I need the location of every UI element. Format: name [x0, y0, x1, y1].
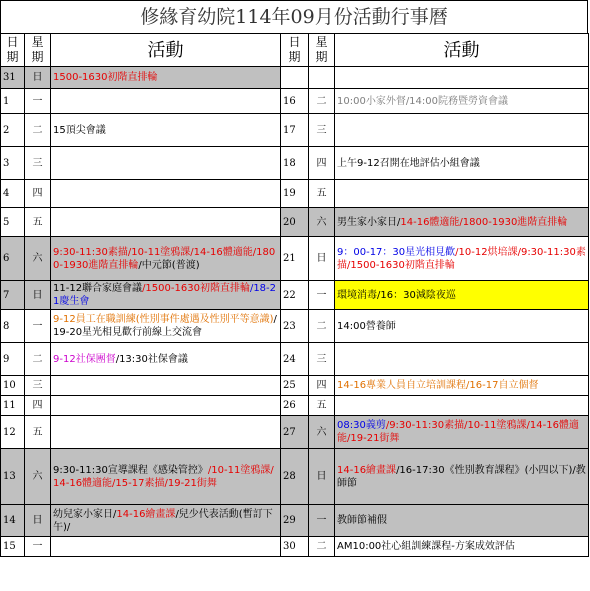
activity-segment: /10-12烘培課/9:30-11:30素描/1500-1630初階直排輪	[337, 246, 586, 271]
day-number: 17	[281, 114, 309, 147]
weekday: 一	[25, 537, 51, 557]
activity-cell	[51, 67, 281, 89]
day-number: 25	[281, 376, 309, 396]
weekday: 日	[25, 281, 51, 310]
activity-segment: 9:30-11:30素描/10-11塗鴉課/14-16體適能/1800-1930進階直排輪	[53, 246, 276, 271]
header-day: 日 期	[281, 34, 309, 67]
weekday: 三	[25, 376, 51, 396]
activity-cell	[51, 180, 281, 208]
activity-segment: /19-20星光相見歡行前線上交流會	[53, 314, 277, 338]
day-number: 20	[281, 208, 309, 237]
weekday: 日	[309, 237, 335, 281]
activity-segment: /1500-1630初階直排輪	[142, 283, 250, 294]
activity-cell	[51, 449, 281, 505]
weekday: 五	[25, 208, 51, 237]
calendar-table	[0, 33, 589, 557]
activity-cell	[335, 310, 589, 343]
activity-cell	[335, 237, 589, 281]
day-number: 22	[281, 281, 309, 310]
day-number: 11	[1, 396, 25, 416]
day-number: 21	[281, 237, 309, 281]
calendar-title: 修緣育幼院114年09月份活動行事曆	[0, 0, 588, 33]
weekday: 六	[25, 237, 51, 281]
day-number: 16	[281, 89, 309, 114]
calendar-row	[1, 114, 589, 147]
calendar-row	[1, 237, 589, 281]
weekday: 四	[25, 180, 51, 208]
activity-segment: 14-16繪畫課	[337, 464, 397, 476]
calendar-row	[1, 449, 589, 505]
activity-segment: 14-16繪畫課	[116, 508, 176, 520]
weekday: 四	[309, 376, 335, 396]
activity-segment: /中元節(普渡)	[138, 259, 200, 271]
calendar-row	[1, 208, 589, 237]
activity-cell	[335, 208, 589, 237]
activity-segment: /兒少代表活動(暫訂下午)/	[53, 508, 273, 533]
activity-segment: 環境消毒/16：30減陰夜巡	[337, 289, 456, 301]
activity-cell	[335, 505, 589, 537]
weekday: 三	[309, 343, 335, 376]
day-number: 10	[1, 376, 25, 396]
calendar-row	[1, 147, 589, 180]
day-number: 12	[1, 416, 25, 449]
activity-cell	[51, 281, 281, 310]
weekday: 四	[25, 396, 51, 416]
weekday: 六	[309, 416, 335, 449]
day-number: 27	[281, 416, 309, 449]
day-number: 7	[1, 281, 25, 310]
activity-segment: 14-16專業人員自立培訓課程/16-17自立個督	[337, 380, 539, 391]
weekday: 一	[309, 281, 335, 310]
activity-cell	[51, 89, 281, 114]
activity-segment: /9:30-11:30素描/10-11塗鴉課/14-16體適能/19-21街舞	[337, 420, 579, 444]
weekday: 二	[309, 89, 335, 114]
weekday: 五	[309, 396, 335, 416]
activity-cell	[51, 114, 281, 147]
weekday: 一	[25, 89, 51, 114]
activity-segment: /16-17:30《性別教育課程》(小四以下)/教師節	[337, 464, 586, 489]
header-activity: 活動	[51, 34, 281, 67]
activity-cell	[51, 208, 281, 237]
activity-cell	[335, 537, 589, 557]
weekday: 日	[25, 67, 51, 89]
calendar-row	[1, 376, 589, 396]
activity-cell	[335, 114, 589, 147]
activity-segment: 1500-1630初階直排輪	[53, 72, 158, 83]
activity-segment: 14:00營養師	[337, 320, 396, 332]
day-number: 8	[1, 310, 25, 343]
activity-segment: 上午9-12召開在地評估小組會議	[337, 157, 480, 169]
header-weekday: 星 期	[309, 34, 335, 67]
calendar-row	[1, 180, 589, 208]
calendar-row	[1, 89, 589, 114]
activity-segment: 9-12社保團督	[53, 353, 116, 365]
activity-cell	[335, 281, 589, 310]
activity-cell	[51, 310, 281, 343]
weekday: 二	[309, 537, 335, 557]
calendar-row	[1, 416, 589, 449]
activity-segment: 9：00-17：30星光相見歡	[337, 246, 456, 258]
weekday: 六	[25, 449, 51, 505]
activity-cell	[335, 67, 589, 89]
weekday: 五	[309, 180, 335, 208]
weekday: 二	[309, 310, 335, 343]
day-number: 30	[281, 537, 309, 557]
day-number: 5	[1, 208, 25, 237]
weekday	[309, 67, 335, 89]
calendar-row	[1, 343, 589, 376]
day-number: 3	[1, 147, 25, 180]
day-number	[281, 67, 309, 89]
activity-segment: 10:00小家外督/14:00院務暨勞資會議	[337, 95, 509, 107]
activity-cell	[51, 537, 281, 557]
day-number: 19	[281, 180, 309, 208]
activity-cell	[335, 180, 589, 208]
activity-cell	[51, 343, 281, 376]
activity-segment: 男生家小家日/	[337, 216, 401, 228]
calendar-row	[1, 505, 589, 537]
activity-cell	[51, 147, 281, 180]
calendar-row	[1, 310, 589, 343]
calendar-row	[1, 67, 589, 89]
day-number: 24	[281, 343, 309, 376]
day-number: 15	[1, 537, 25, 557]
weekday: 四	[309, 147, 335, 180]
activity-cell	[335, 147, 589, 180]
weekday: 日	[309, 449, 335, 505]
activity-segment: 11-12聯合家庭會議	[53, 283, 143, 294]
weekday: 日	[25, 505, 51, 537]
activity-cell	[51, 396, 281, 416]
day-number: 6	[1, 237, 25, 281]
header-row	[1, 34, 589, 67]
weekday: 二	[25, 343, 51, 376]
header-activity: 活動	[335, 34, 589, 67]
activity-cell	[335, 89, 589, 114]
day-number: 31	[1, 67, 25, 89]
activity-cell	[335, 376, 589, 396]
calendar-row	[1, 281, 589, 310]
day-number: 2	[1, 114, 25, 147]
activity-segment: 幼兒家小家日/	[53, 508, 117, 520]
day-number: 1	[1, 89, 25, 114]
calendar-row	[1, 396, 589, 416]
day-number: 28	[281, 449, 309, 505]
activity-segment: 14-16體適能/1800-1930進階直排輪	[400, 216, 568, 228]
weekday: 一	[25, 310, 51, 343]
activity-cell	[51, 376, 281, 396]
weekday: 二	[25, 114, 51, 147]
weekday: 一	[309, 505, 335, 537]
header-weekday: 星 期	[25, 34, 51, 67]
activity-cell	[51, 505, 281, 537]
activity-cell	[335, 343, 589, 376]
activity-segment: /10-11塗鴉課/14-16體適能/15-17素描/19-21街舞	[53, 464, 274, 489]
activity-segment: 教師節補假	[337, 515, 387, 526]
weekday: 五	[25, 416, 51, 449]
day-number: 13	[1, 449, 25, 505]
day-number: 23	[281, 310, 309, 343]
activity-segment: 15頂尖會議	[53, 124, 106, 136]
day-number: 26	[281, 396, 309, 416]
activity-segment: /18-21慶生會	[53, 283, 277, 307]
activity-cell	[335, 396, 589, 416]
day-number: 29	[281, 505, 309, 537]
day-number: 14	[1, 505, 25, 537]
day-number: 9	[1, 343, 25, 376]
activity-segment: 9-12員工在職訓練(性別事件處遇及性別平等意識)	[53, 314, 274, 325]
activity-cell	[51, 416, 281, 449]
weekday: 三	[309, 114, 335, 147]
activity-cell	[335, 416, 589, 449]
weekday: 六	[309, 208, 335, 237]
header-day: 日 期	[1, 34, 25, 67]
activity-segment: 08:30義剪	[337, 420, 386, 431]
calendar-row	[1, 537, 589, 557]
activity-segment: 9:30-11:30宣導課程《感染管控》	[53, 464, 208, 476]
day-number: 18	[281, 147, 309, 180]
activity-segment: AM10:00社心組訓練課程-方案成效評估	[337, 541, 515, 552]
weekday: 三	[25, 147, 51, 180]
activity-cell	[335, 449, 589, 505]
day-number: 4	[1, 180, 25, 208]
activity-segment: /13:30社保會議	[115, 353, 188, 365]
activity-cell	[51, 237, 281, 281]
